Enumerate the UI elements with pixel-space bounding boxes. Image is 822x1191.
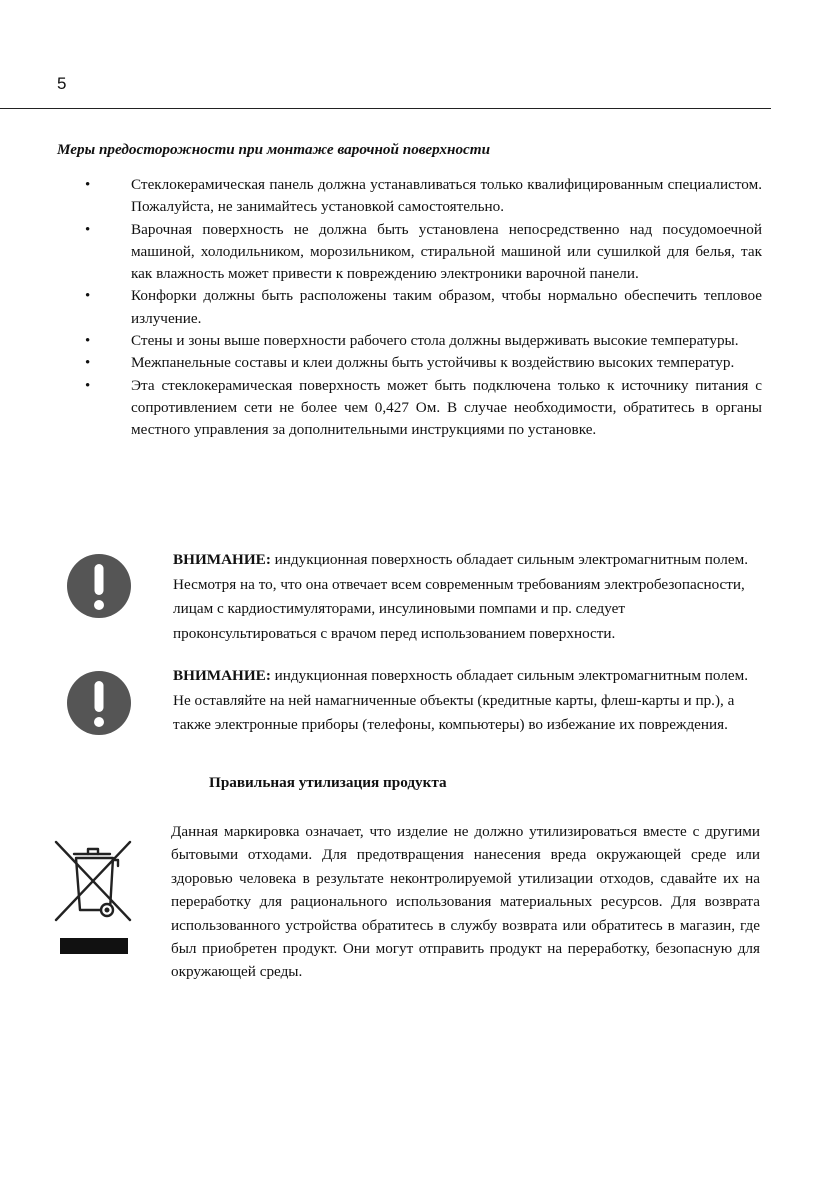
list-item bbox=[0, 375, 822, 442]
bullet-icon: • bbox=[85, 221, 91, 238]
exclamation-circle-icon bbox=[67, 554, 131, 618]
disposal-text: Данная маркировка означает, что изделие не должно утилизироваться вместе с другими бытовыми отходами. Для предотвращения нанесения вреда окружающей среде или здоровью человека в результате неконтролируемой утилизации отходов, сдавайте их на переработку для рационального использования материальных ресурсов. Для возврата использованного устройства обратитесь в службу возврата или обратитесь в магазин, где был приобретен продукт. Они могут отправить продукт на переработку, безопасную для окружающей среды. bbox=[171, 823, 760, 981]
warning-body: индукционная поверхность обладает сильным электромагнитным полем. Несмотря на то, что она отвечает всем современным требованиям электробезопасности, лицам с кардиостимуляторами, инсулиновыми помпами и пр. следует проконсультироваться с врачом перед использованием поверхности. bbox=[173, 551, 749, 642]
list-item-text: Стеклокерамическая панель должна устанавливаться только квалифицированным специалистом. Пожалуйста, не занимайтесь установкой самостоятельно. bbox=[131, 176, 762, 216]
precautions-title: Меры предосторожности при монтаже варочной поверхности bbox=[57, 141, 491, 158]
crossed-out-wheelie-bin-icon bbox=[52, 838, 134, 956]
warning-text bbox=[173, 664, 768, 738]
list-item bbox=[0, 174, 822, 219]
list-item bbox=[0, 330, 822, 352]
precautions-list bbox=[0, 174, 822, 442]
bullet-icon: • bbox=[85, 288, 91, 305]
list-item bbox=[0, 285, 822, 330]
list-item bbox=[0, 352, 822, 374]
warning-text bbox=[173, 548, 768, 646]
bullet-icon: • bbox=[85, 333, 91, 350]
bullet-icon: • bbox=[85, 177, 91, 193]
list-item-text: Варочная поверхность не должна быть установлена непосредственно над посудомоечной машиной, холодильником, морозильником, стиральной машиной или сушилкой для белья, так как влажность может привести к повреждению электроники варочной панели. bbox=[131, 220, 762, 283]
warning-label: ВНИМАНИЕ: bbox=[173, 667, 271, 684]
warning-label: ВНИМАНИЕ: bbox=[173, 551, 271, 568]
list-item-text: Конфорки должны быть расположены таким образом, чтобы нормально обеспечить тепловое излучение. bbox=[131, 287, 762, 327]
bullet-icon: • bbox=[85, 355, 91, 372]
disposal-title: Правильная утилизация продукта bbox=[209, 774, 447, 791]
list-item-text: Эта стеклокерамическая поверхность может быть подключена только к источнику питания с сопротивлением сети не более чем 0,427 Ом. В случае необходимости, обратитесь в органы местного управления за дополнительными инструкциями по установке. bbox=[131, 376, 762, 439]
list-item-text: Стены и зоны выше поверхности рабочего стола должны выдерживать высокие температуры. bbox=[131, 332, 739, 350]
header-rule bbox=[0, 108, 771, 109]
bullet-icon: • bbox=[85, 377, 91, 394]
exclamation-circle-icon bbox=[67, 671, 131, 735]
page-number: 5 bbox=[57, 74, 67, 93]
list-item-text: Межпанельные составы и клеи должны быть устойчивы к воздействию высоких температур. bbox=[131, 354, 735, 372]
warning-body: индукционная поверхность обладает сильным электромагнитным полем. Не оставляйте на ней намагниченные объекты (кредитные карты, флеш-карты и пр.), а также электронные приборы (телефоны, компьютеры) во избежание их повреждения. bbox=[173, 667, 749, 733]
list-item bbox=[0, 219, 822, 286]
